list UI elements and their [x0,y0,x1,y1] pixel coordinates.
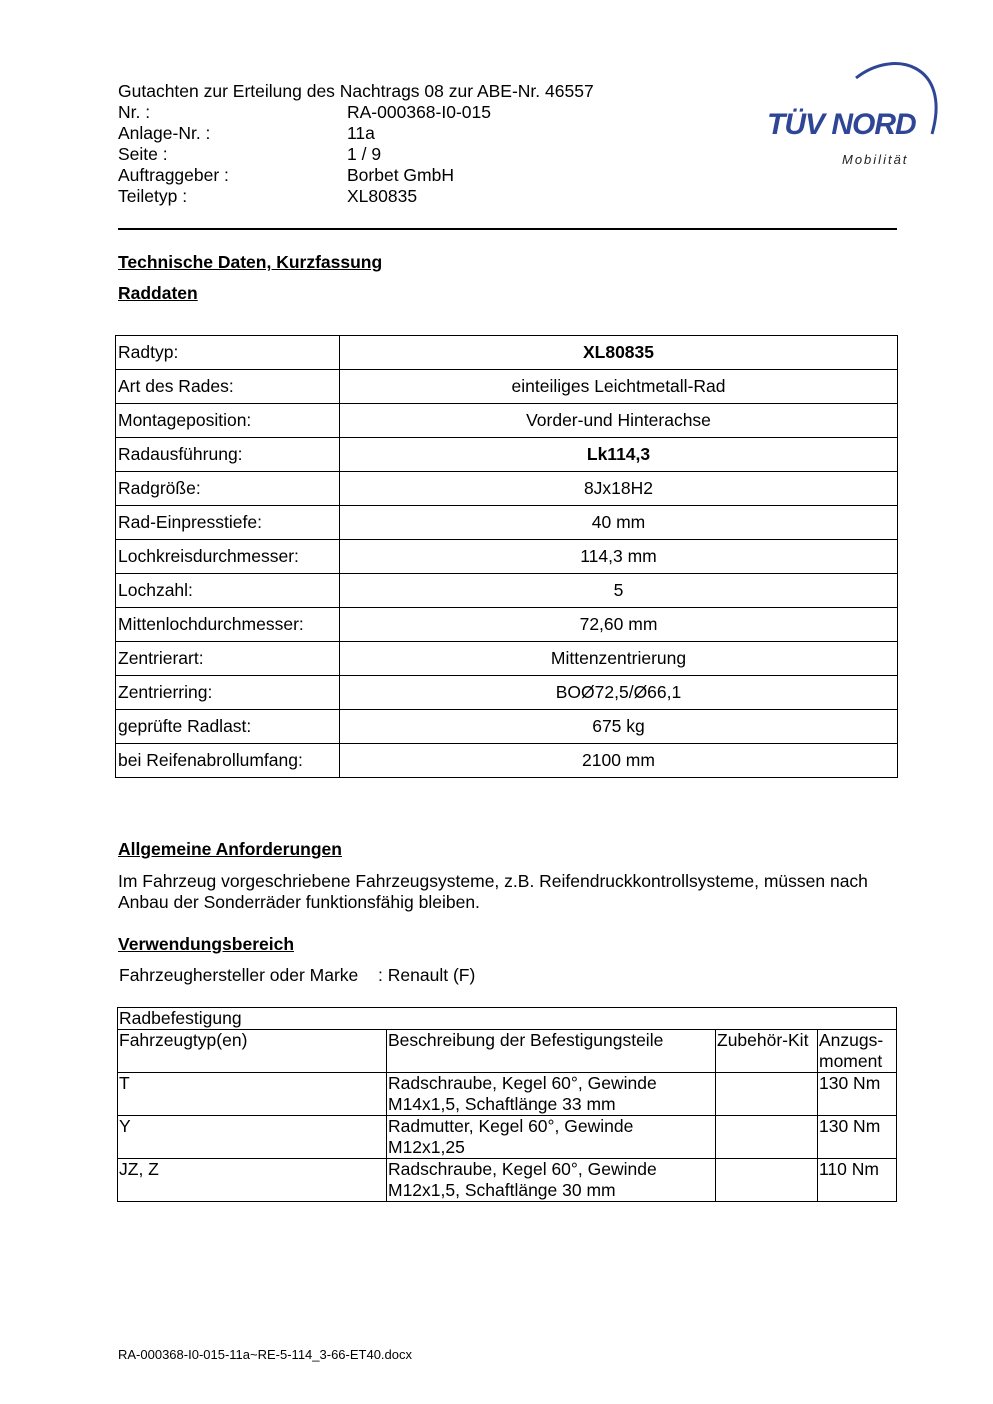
header-value: RA-000368-I0-015 [347,102,491,122]
header-value: XL80835 [347,186,418,206]
column-header: Anzugs- moment [818,1030,897,1073]
wheel-label: Radgröße: [116,472,340,506]
fastening-title: Radbefestigung [118,1008,897,1030]
vehicle-type: Y [118,1116,387,1159]
fastening-description: Radschraube, Kegel 60°, Gewinde M14x1,5, Schaftlänge 33 mm [387,1073,716,1116]
wheel-label: Lochzahl: [116,574,340,608]
footer-filename: RA-000368-I0-015-11a~RE-5-114_3-66-ET40.docx [118,1347,412,1362]
table-row [116,642,898,676]
wheel-value: 8Jx18H2 [340,472,898,506]
wheel-value: 2100 mm [340,744,898,778]
wheel-value: einteiliges Leichtmetall-Rad [340,370,898,404]
header-value: 11a [347,123,375,143]
heading-raddaten: Raddaten [118,283,198,303]
accessory-kit [716,1073,818,1116]
document-title: Gutachten zur Erteilung des Nachtrags 08 zur ABE-Nr. 46557 [118,81,594,101]
heading-technical-data: Technische Daten, Kurzfassung [118,252,383,272]
header-value: 1 / 9 [347,144,382,164]
table-row [116,506,898,540]
table-row [116,540,898,574]
wheel-label: Lochkreisdurchmesser: [116,540,340,574]
vehicle-type: T [118,1073,387,1116]
wheel-value: 5 [340,574,898,608]
manufacturer-separator: : [378,965,383,985]
torque: 110 Nm [818,1159,897,1202]
table-row [116,744,898,778]
table-row [116,676,898,710]
table-row [116,710,898,744]
wheel-label: Radausführung: [116,438,340,472]
header-label: Auftraggeber : [118,165,229,185]
wheel-value: 675 kg [340,710,898,744]
vehicle-type: JZ, Z [118,1159,387,1202]
table-row [116,438,898,472]
table-row [118,1116,897,1159]
wheel-label: Montageposition: [116,404,340,438]
fastening-description: Radschraube, Kegel 60°, Gewinde M12x1,5, Schaftlänge 30 mm [387,1159,716,1202]
manufacturer-value: Renault (F) [387,965,476,985]
manufacturer-label: Fahrzeughersteller oder Marke [119,965,359,985]
wheel-label: bei Reifenabrollumfang: [116,744,340,778]
column-header: Fahrzeugtyp(en) [118,1030,387,1073]
wheel-value: 114,3 mm [340,540,898,574]
wheel-value: Vorder-und Hinterachse [340,404,898,438]
heading-general-requirements: Allgemeine Anforderungen [118,839,342,859]
general-requirements-text: Im Fahrzeug vorgeschriebene Fahrzeugsysteme, z.B. Reifendruckkontrollsysteme, müssen nach Anbau der Sonderräder funktionsfähig bleiben. [118,871,868,912]
table-row [116,472,898,506]
logo-subtitle: Mobilität [842,152,909,167]
manufacturer-line [119,965,475,986]
table-row [116,370,898,404]
header-label: Nr. : [118,102,151,122]
column-header: Zubehör-Kit [716,1030,818,1073]
header-divider [118,228,897,230]
logo-wordmark: TÜV NORD [767,108,916,141]
wheel-value: 72,60 mm [340,608,898,642]
fastening-description: Radmutter, Kegel 60°, Gewinde M12x1,25 [387,1116,716,1159]
wheel-value: 40 mm [340,506,898,540]
wheel-label: Mittenlochdurchmesser: [116,608,340,642]
table-row [118,1008,897,1030]
fastening-table [117,1007,897,1202]
wheel-label: Zentrierart: [116,642,340,676]
accessory-kit [716,1116,818,1159]
accessory-kit [716,1159,818,1202]
wheel-value: Lk114,3 [340,438,898,472]
table-row [116,574,898,608]
header-value: Borbet GmbH [347,165,454,185]
torque: 130 Nm [818,1116,897,1159]
wheel-label: Zentrierring: [116,676,340,710]
wheel-label: Art des Rades: [116,370,340,404]
wheel-label: Radtyp: [116,336,340,370]
header-label: Teiletyp : [118,186,188,206]
table-header-row [118,1030,897,1073]
torque: 130 Nm [818,1073,897,1116]
table-row [116,336,898,370]
wheel-value: BOØ72,5/Ø66,1 [340,676,898,710]
table-row [118,1159,897,1202]
wheel-label: Rad-Einpresstiefe: [116,506,340,540]
wheel-label: geprüfte Radlast: [116,710,340,744]
table-row [116,608,898,642]
wheel-value: Mittenzentrierung [340,642,898,676]
wheel-data-table [115,335,898,778]
column-header: Beschreibung der Befestigungsteile [387,1030,716,1073]
header-label: Seite : [118,144,168,164]
tuv-nord-logo [764,56,944,176]
table-row [116,404,898,438]
header-label: Anlage-Nr. : [118,123,211,143]
heading-usage: Verwendungsbereich [118,934,295,954]
table-row [118,1073,897,1116]
wheel-value: XL80835 [340,336,898,370]
